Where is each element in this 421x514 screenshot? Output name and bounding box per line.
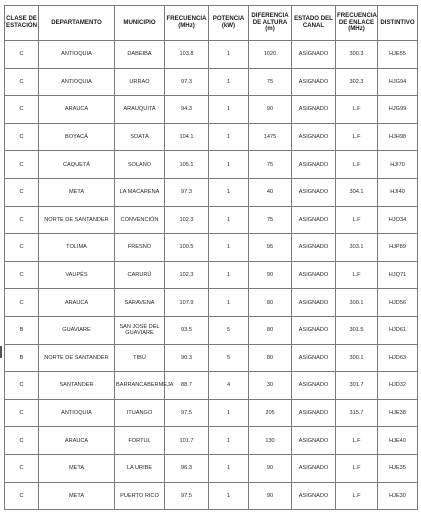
cell-frecuencia-enlace: L.F <box>336 96 378 124</box>
cell-frecuencia-enlace: 303.1 <box>336 234 378 262</box>
cell-municipio: FORTUL <box>115 427 165 455</box>
cell-departamento: ARAUCA <box>39 289 115 317</box>
cell-municipio: LA MACARENA <box>115 178 165 206</box>
table-row <box>5 399 418 427</box>
cell-departamento: BOYACÁ <box>39 123 115 151</box>
cell-frecuencia-enlace: L.F <box>336 123 378 151</box>
cell-frecuencia-enlace: 315.7 <box>336 399 378 427</box>
cell-estado: ASIGNADO <box>292 344 336 372</box>
cell-municipio: DABEIBA <box>115 41 165 69</box>
cell-departamento: SANTANDER <box>39 372 115 400</box>
cell-distintivo: HJD32 <box>378 372 418 400</box>
table-row <box>5 261 418 289</box>
cell-frecuencia: 97.5 <box>165 399 209 427</box>
cell-frecuencia: 107.9 <box>165 289 209 317</box>
cell-estado: ASIGNADO <box>292 261 336 289</box>
cell-potencia: 5 <box>209 316 249 344</box>
cell-municipio: SOLANO <box>115 151 165 179</box>
cell-municipio: TIBÚ <box>115 344 165 372</box>
cell-frecuencia-enlace: 300.3 <box>336 41 378 69</box>
cell-frecuencia-enlace: 301.5 <box>336 316 378 344</box>
cell-municipio: BARRANCABERMEJA <box>115 372 165 400</box>
cell-diferencia-altura: 90 <box>249 482 292 510</box>
cell-clase: C <box>5 151 39 179</box>
cell-frecuencia: 96.3 <box>165 454 209 482</box>
cell-clase: B <box>5 344 39 372</box>
cell-departamento: GUAVIARE <box>39 316 115 344</box>
header-potencia: POTENCIA (kW) <box>209 6 249 41</box>
cell-distintivo: HJI70 <box>378 151 418 179</box>
cell-frecuencia: 102.3 <box>165 206 209 234</box>
cell-frecuencia-enlace: L.F <box>336 206 378 234</box>
cell-frecuencia: 90.3 <box>165 344 209 372</box>
cell-diferencia-altura: 80 <box>249 344 292 372</box>
cell-departamento: ARAUCA <box>39 427 115 455</box>
cell-frecuencia-enlace: L.F <box>336 261 378 289</box>
cell-diferencia-altura: 130 <box>249 427 292 455</box>
cell-municipio: CONVENCIÓN <box>115 206 165 234</box>
cell-municipio: URRAO <box>115 68 165 96</box>
cell-potencia: 1 <box>209 482 249 510</box>
cell-estado: ASIGNADO <box>292 372 336 400</box>
cell-diferencia-altura: 1020 <box>249 41 292 69</box>
cell-frecuencia: 104.1 <box>165 123 209 151</box>
table-row <box>5 372 418 400</box>
cell-clase: C <box>5 41 39 69</box>
cell-potencia: 1 <box>209 427 249 455</box>
table-row <box>5 123 418 151</box>
cell-frecuencia: 102.3 <box>165 261 209 289</box>
cell-diferencia-altura: 90 <box>249 261 292 289</box>
table-row <box>5 178 418 206</box>
cell-estado: ASIGNADO <box>292 316 336 344</box>
cell-municipio: ITUANGO <box>115 399 165 427</box>
cell-departamento: ANTIOQUIA <box>39 41 115 69</box>
cell-diferencia-altura: 75 <box>249 206 292 234</box>
cell-clase: C <box>5 206 39 234</box>
cell-clase: C <box>5 261 39 289</box>
cell-distintivo: HJE38 <box>378 399 418 427</box>
cell-potencia: 1 <box>209 178 249 206</box>
cell-potencia: 1 <box>209 289 249 317</box>
cell-frecuencia-enlace: L.F <box>336 151 378 179</box>
cell-distintivo: HJE40 <box>378 427 418 455</box>
header-departamento: DEPARTAMENTO <box>39 6 115 41</box>
cell-diferencia-altura: 80 <box>249 289 292 317</box>
cell-diferencia-altura: 30 <box>249 372 292 400</box>
cell-potencia: 1 <box>209 206 249 234</box>
cell-distintivo: HJG94 <box>378 68 418 96</box>
table-row <box>5 316 418 344</box>
cell-diferencia-altura: 80 <box>249 316 292 344</box>
cell-departamento: ANTIOQUIA <box>39 68 115 96</box>
table-row <box>5 68 418 96</box>
cell-clase: C <box>5 427 39 455</box>
table-row <box>5 289 418 317</box>
cell-frecuencia-enlace: 300.1 <box>336 289 378 317</box>
header-frecuencia-de-enlace: FRECUENCIA DE ENLACE (MHz) <box>336 6 378 41</box>
cell-municipio: SARAVENA <box>115 289 165 317</box>
cell-clase: C <box>5 68 39 96</box>
cell-frecuencia: 97.3 <box>165 178 209 206</box>
cell-estado: ASIGNADO <box>292 427 336 455</box>
cell-departamento: META <box>39 482 115 510</box>
table-row <box>5 344 418 372</box>
table-row <box>5 234 418 262</box>
cell-frecuencia: 94.3 <box>165 96 209 124</box>
table-row <box>5 454 418 482</box>
header-estado-del-canal: ESTADO DEL CANAL <box>292 6 336 41</box>
cell-potencia: 4 <box>209 372 249 400</box>
header-frecuencia: FRECUENCIA (MHz) <box>165 6 209 41</box>
header-clase-de-estacion: CLASE DE ESTACIÓN <box>5 6 39 41</box>
cell-frecuencia-enlace: 302.3 <box>336 68 378 96</box>
cell-frecuencia-enlace: L.F <box>336 427 378 455</box>
cell-departamento: CAQUETÁ <box>39 151 115 179</box>
cell-clase: C <box>5 372 39 400</box>
cell-municipio: SAN JOSÉ DEL GUAVIARE <box>115 316 165 344</box>
cell-estado: ASIGNADO <box>292 482 336 510</box>
cell-frecuencia: 103.8 <box>165 41 209 69</box>
cell-estado: ASIGNADO <box>292 454 336 482</box>
cell-frecuencia: 100.5 <box>165 234 209 262</box>
cell-potencia: 1 <box>209 261 249 289</box>
cell-municipio: SOATÁ <box>115 123 165 151</box>
cell-estado: ASIGNADO <box>292 123 336 151</box>
cell-frecuencia: 97.5 <box>165 482 209 510</box>
cell-clase: B <box>5 316 39 344</box>
header-distintivo: DISTINTIVO <box>378 6 418 41</box>
cell-distintivo: HJI40 <box>378 178 418 206</box>
table-row <box>5 427 418 455</box>
cell-potencia: 1 <box>209 151 249 179</box>
cell-estado: ASIGNADO <box>292 289 336 317</box>
cell-departamento: NORTE DE SANTANDER <box>39 206 115 234</box>
cell-frecuencia: 97.3 <box>165 68 209 96</box>
cell-distintivo: HJO34 <box>378 206 418 234</box>
cell-frecuencia-enlace: L.F <box>336 482 378 510</box>
cell-frecuencia: 93.5 <box>165 316 209 344</box>
cell-distintivo: HJH98 <box>378 123 418 151</box>
cell-distintivo: HJQ71 <box>378 261 418 289</box>
table-row <box>5 151 418 179</box>
table-body <box>5 41 418 510</box>
cell-clase: C <box>5 482 39 510</box>
cell-frecuencia: 105.1 <box>165 151 209 179</box>
cell-departamento: VAUPÉS <box>39 261 115 289</box>
cell-clase: C <box>5 399 39 427</box>
cell-distintivo: HJD61 <box>378 316 418 344</box>
cell-clase: C <box>5 123 39 151</box>
cell-departamento: ARAUCA <box>39 96 115 124</box>
cell-potencia: 5 <box>209 344 249 372</box>
cell-clase: C <box>5 289 39 317</box>
cell-estado: ASIGNADO <box>292 234 336 262</box>
cell-departamento: META <box>39 178 115 206</box>
cell-estado: ASIGNADO <box>292 399 336 427</box>
cell-frecuencia-enlace: L.F <box>336 454 378 482</box>
cell-departamento: META <box>39 454 115 482</box>
cell-diferencia-altura: 205 <box>249 399 292 427</box>
cell-potencia: 1 <box>209 41 249 69</box>
cell-estado: ASIGNADO <box>292 178 336 206</box>
cell-municipio: ARAUQUITA <box>115 96 165 124</box>
cell-distintivo: HJG99 <box>378 96 418 124</box>
cell-clase: C <box>5 234 39 262</box>
cell-estado: ASIGNADO <box>292 96 336 124</box>
document-page <box>4 5 417 510</box>
cell-departamento: ANTIOQUIA <box>39 399 115 427</box>
cell-estado: ASIGNADO <box>292 151 336 179</box>
cell-frecuencia: 88.7 <box>165 372 209 400</box>
cell-frecuencia-enlace: 300.1 <box>336 344 378 372</box>
cell-clase: C <box>5 96 39 124</box>
cell-potencia: 1 <box>209 234 249 262</box>
cell-diferencia-altura: 90 <box>249 96 292 124</box>
cell-estado: ASIGNADO <box>292 41 336 69</box>
cell-diferencia-altura: 75 <box>249 151 292 179</box>
cell-potencia: 1 <box>209 399 249 427</box>
table-row <box>5 206 418 234</box>
table-row <box>5 96 418 124</box>
cell-frecuencia-enlace: 301.7 <box>336 372 378 400</box>
cell-estado: ASIGNADO <box>292 68 336 96</box>
cell-diferencia-altura: 90 <box>249 454 292 482</box>
cell-municipio: LA URIBE <box>115 454 165 482</box>
cell-diferencia-altura: 1475 <box>249 123 292 151</box>
cell-distintivo: HJE30 <box>378 482 418 510</box>
table-header <box>5 6 418 41</box>
cell-potencia: 1 <box>209 96 249 124</box>
cell-potencia: 1 <box>209 454 249 482</box>
cell-distintivo: HJP89 <box>378 234 418 262</box>
cell-clase: C <box>5 454 39 482</box>
cell-departamento: TOLIMA <box>39 234 115 262</box>
table-row <box>5 41 418 69</box>
header-municipio: MUNICIPIO <box>115 6 165 41</box>
header-diferencia-de-altura: DIFERENCIA DE ALTURA (m) <box>249 6 292 41</box>
cell-municipio: PUERTO RICO <box>115 482 165 510</box>
cell-clase: C <box>5 178 39 206</box>
cell-distintivo: HJD56 <box>378 289 418 317</box>
cell-potencia: 1 <box>209 68 249 96</box>
stations-table <box>4 5 418 510</box>
cell-distintivo: HJD63 <box>378 344 418 372</box>
cell-frecuencia: 101.7 <box>165 427 209 455</box>
cell-municipio: CARURÚ <box>115 261 165 289</box>
cell-diferencia-altura: 95 <box>249 234 292 262</box>
cell-municipio: FRESNO <box>115 234 165 262</box>
cell-potencia: 1 <box>209 123 249 151</box>
header-row <box>5 6 418 41</box>
cell-distintivo: HJE35 <box>378 454 418 482</box>
cell-estado: ASIGNADO <box>292 206 336 234</box>
scan-edge-mark <box>0 346 2 358</box>
cell-distintivo: HJE55 <box>378 41 418 69</box>
cell-diferencia-altura: 75 <box>249 68 292 96</box>
cell-frecuencia-enlace: 304.1 <box>336 178 378 206</box>
cell-departamento: NORTE DE SANTANDER <box>39 344 115 372</box>
cell-diferencia-altura: 40 <box>249 178 292 206</box>
table-row <box>5 482 418 510</box>
